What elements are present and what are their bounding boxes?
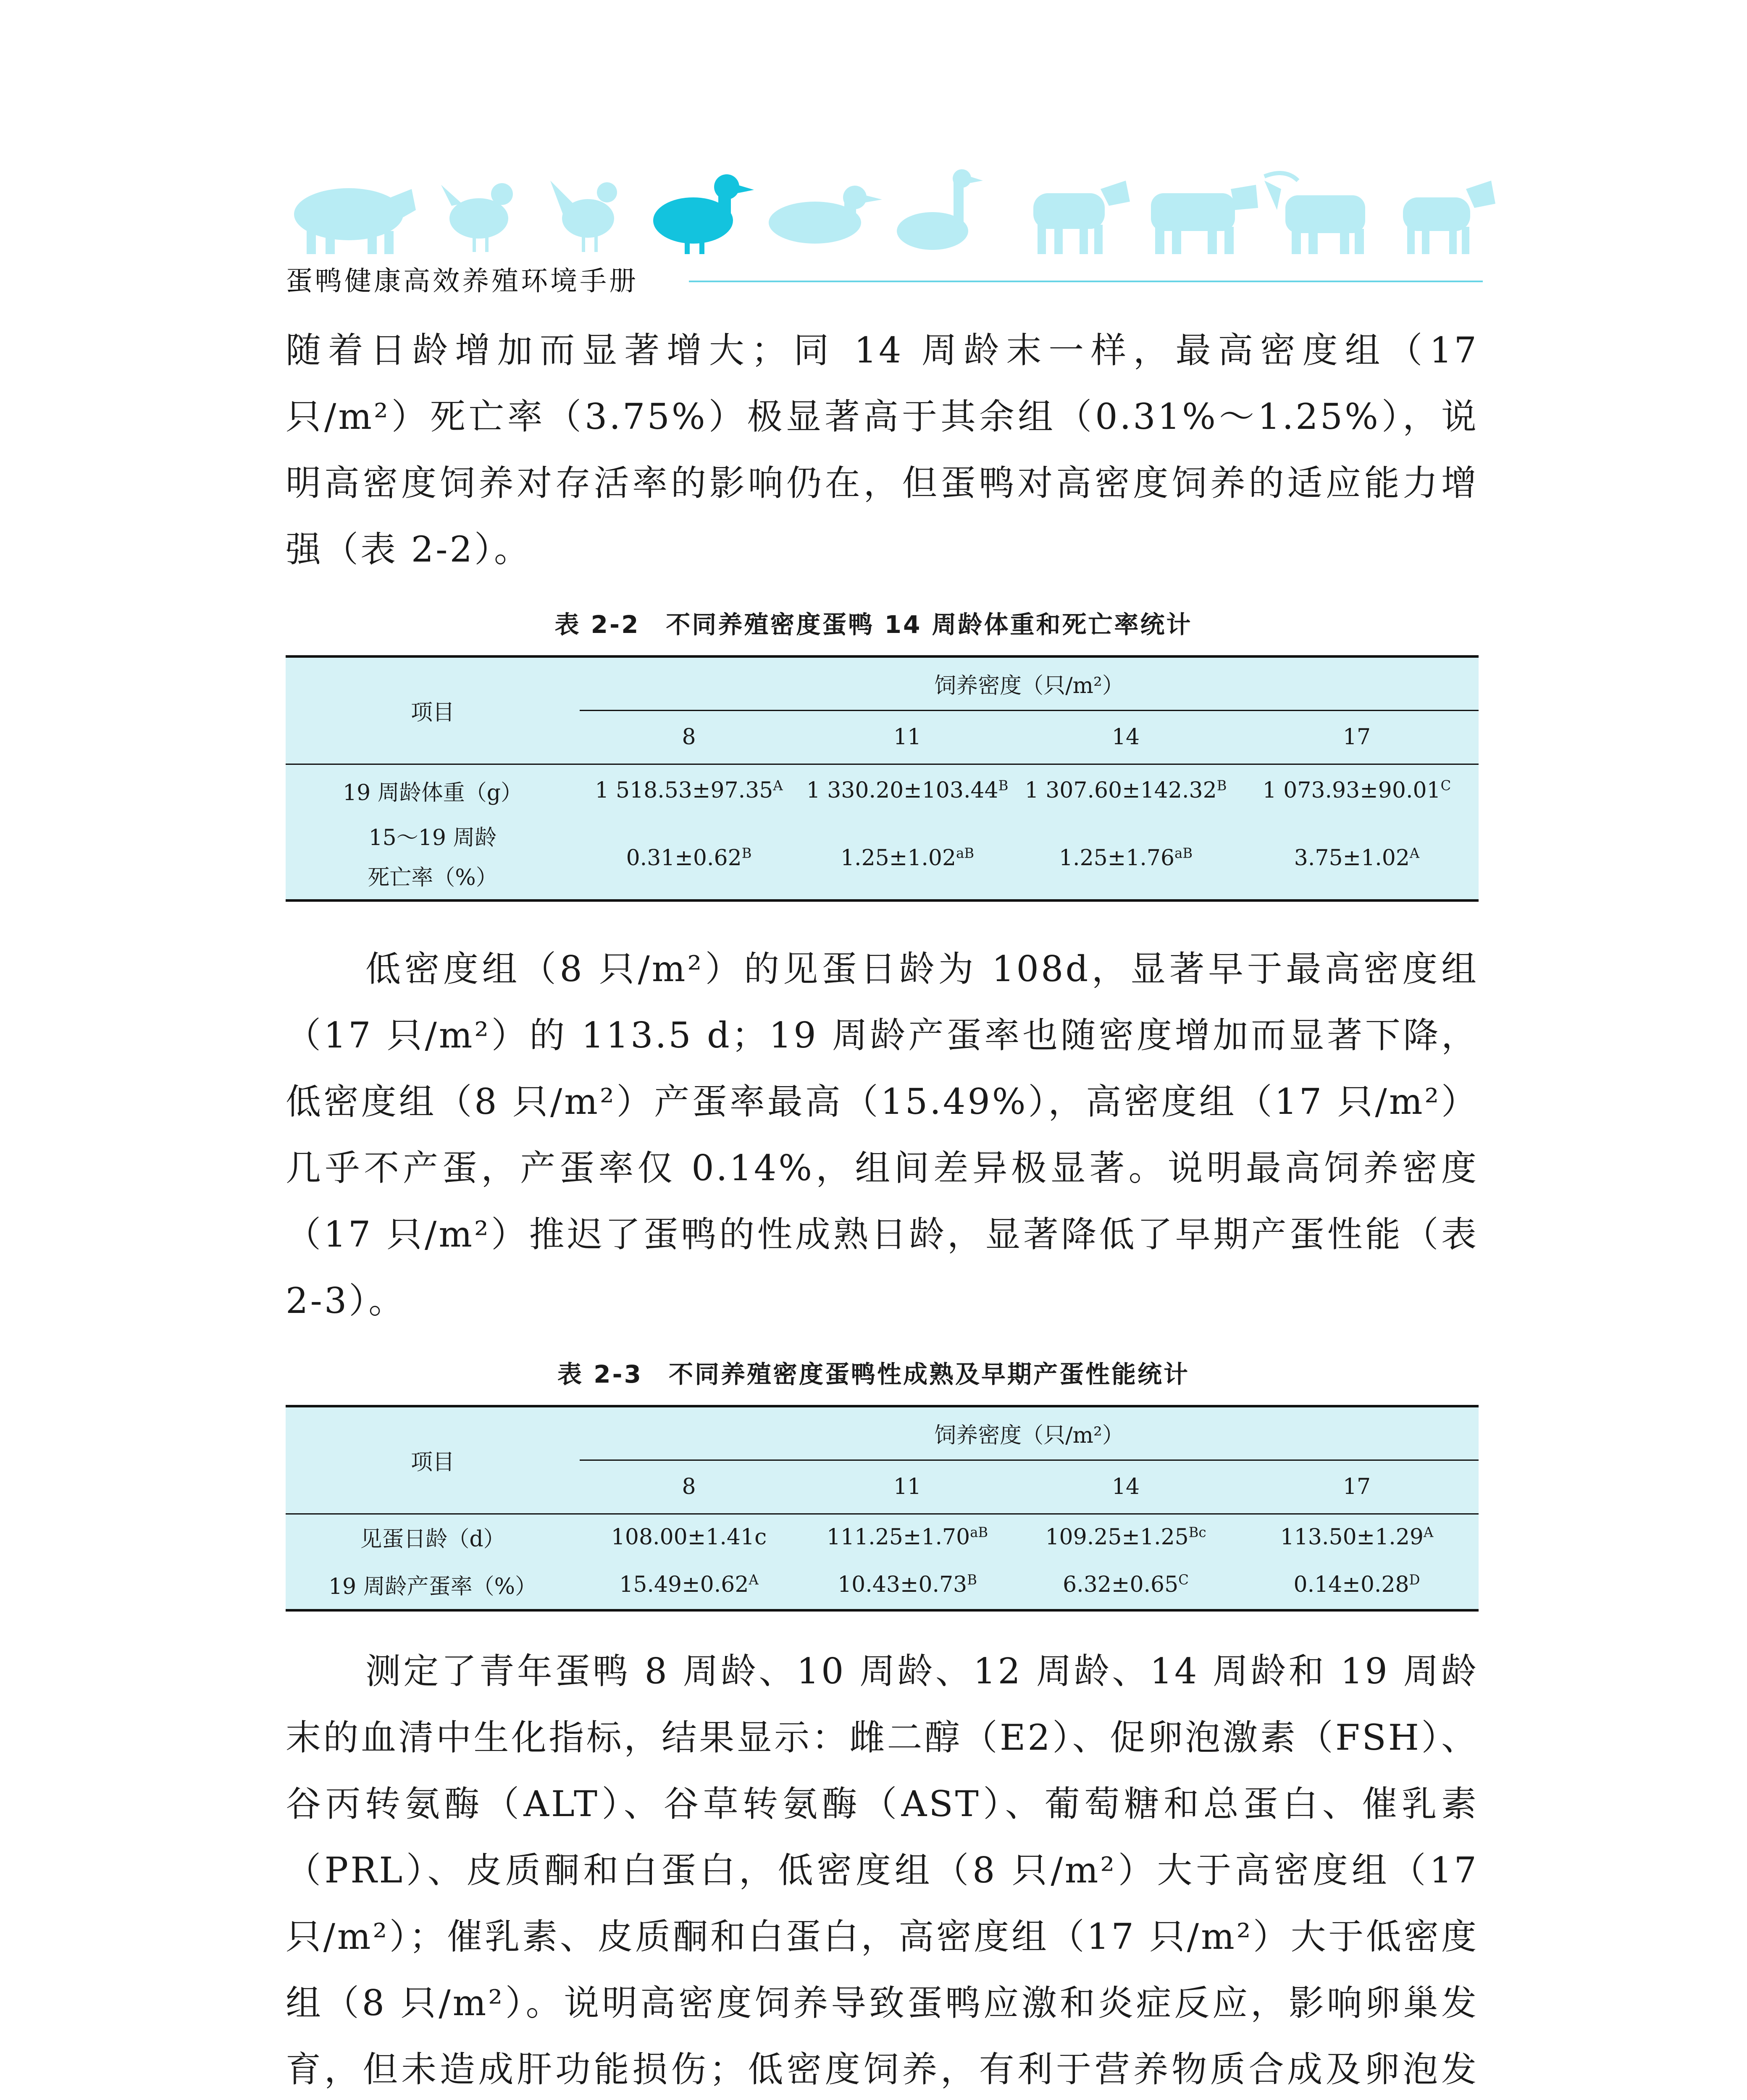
table-row [286,816,1479,900]
table-2-3-density-header: 17 [1235,1460,1479,1514]
sheep-icon [1403,181,1495,254]
pig-icon [294,188,416,254]
header-rule [689,281,1483,282]
table-cell: $0.14\pm 0.28^D$ [1235,1560,1479,1610]
table-2-2 [286,655,1479,902]
table-2-2-density-header: 11 [798,710,1017,764]
table-cell: 1 $073.93\pm 90.01^C$ [1262,777,1451,803]
paragraph-1: 随着日龄增加而显著增大；同 14 周龄末一样，最高密度组（17 只/m²）死亡率（3.75%）极显著高于其余组（0.31%～1.25%），说明高密度饲养对存活率的影响仍在，但蛋鸭对高密度饲养的适应能力增强（表 2-2）。 [286,330,1479,570]
table-2-3-group-header: 饲养密度（只/m²） [580,1406,1479,1460]
table-cell: $3.75\pm 1.02^A$ [1235,816,1479,900]
table-cell: $6.32\pm 0.65^C$ [1017,1560,1235,1610]
goat-icon [1033,181,1130,254]
row-label: 19 周龄体重（g） [343,780,523,806]
table-row [286,1560,1479,1610]
table-cell: $113.50\pm 1.29^A$ [1280,1524,1434,1550]
table-2-2-density-header: 17 [1235,710,1479,764]
table-2-3 [286,1405,1479,1612]
paragraph-2: 低密度组（8 只/m²）的见蛋日龄为 108d，显著早于最高密度组（17 只/m²）的 113.5 d；19 周龄产蛋率也随密度增加而显著下降，低密度组（8 只/m²）产蛋率最高（15.49%），高密度组（17 只/m²）几乎不产蛋，产蛋率仅 0.14%，组间差异极显著。说明最高饲养密度（17 只/m²）推迟了蛋鸭的性成熟日龄，显著降低了早期产蛋性能（表 2-3）。 [286,948,1479,1321]
table-2-3-caption: 表 2-3 不同养殖密度蛋鸭性成熟及早期产蛋性能统计 [557,1360,1190,1389]
table-2-3-density-header: 14 [1017,1460,1235,1514]
table-cell: $1.25\pm 1.02^{aB}$ [798,816,1017,900]
table-cell: 1 $518.53\pm 97.35^A$ [595,777,783,803]
animal-icon-strip [286,164,1504,260]
table-cell: $15.49\pm 0.62^A$ [580,1560,798,1610]
rooster-icon [550,181,617,252]
hen-icon [441,183,513,252]
swan-goose-icon [897,169,983,250]
table-cell: $1.25\pm 1.76^{aB}$ [1017,816,1235,900]
table-row [286,764,1479,816]
table-2-2-item-header: 项目 [286,656,580,764]
book-title: 蛋鸭健康高效养殖环境手册 [286,266,638,297]
paragraph-3: 测定了青年蛋鸭 8 周龄、10 周龄、12 周龄、14 周龄和 19 周龄末的血清中生化指标，结果显示：雌二醇（E2）、促卵泡激素（FSH）、谷丙转氨酶（ALT）、谷草转氨酶（AST）、葡萄糖和总蛋白、催乳素（PRL）、皮质酮和白蛋白，低密度组（8 只/m²）大于高密度组（17 只/m²）；催乳素、皮质酮和白蛋白，高密度组（17 只/m²）大于低密度组（8 只/m²）。说明高密度饲养导致蛋鸭应激和炎症反应，影响卵巢发育，但未造成肝功能损伤；低密度饲养，有利于营养物质合成及卵泡发 [286,1651,1479,2090]
table-2-2-group-header: 饲养密度（只/m²） [580,656,1479,710]
table-2-2-caption: 表 2-2 不同养殖密度蛋鸭 14 周龄体重和死亡率统计 [554,610,1193,639]
table-2-3-density-header: 11 [798,1460,1017,1514]
table-cell: $109.25\pm 1.25^{Bc}$ [1045,1524,1206,1550]
row-label: 15～19 周龄 死亡率（%） [286,816,580,900]
row-label: 19 周龄产蛋率（%） [286,1560,580,1610]
goose-icon [769,186,882,244]
table-row [286,1514,1479,1560]
table-cell: $111.25\pm 1.70^{aB}$ [826,1524,988,1550]
table-cell: 1 $330.20\pm 103.44^B$ [806,777,1009,803]
buffalo-icon [1264,173,1365,254]
duck-icon [653,174,754,254]
table-2-3-item-header: 项目 [286,1406,580,1514]
row-label: 见蛋日龄（d） [360,1527,505,1552]
table-cell: $0.31\pm 0.62^B$ [580,816,798,900]
table-cell: 1 $307.60\pm 142.32^B$ [1025,777,1227,803]
table-2-2-density-header: 14 [1017,710,1235,764]
cow-icon [1151,185,1258,254]
table-2-2-density-header: 8 [580,710,798,764]
table-cell: $10.43\pm 0.73^B$ [798,1560,1017,1610]
table-2-3-density-header: 8 [580,1460,798,1514]
table-cell: 108.00±1.41c [611,1524,767,1550]
